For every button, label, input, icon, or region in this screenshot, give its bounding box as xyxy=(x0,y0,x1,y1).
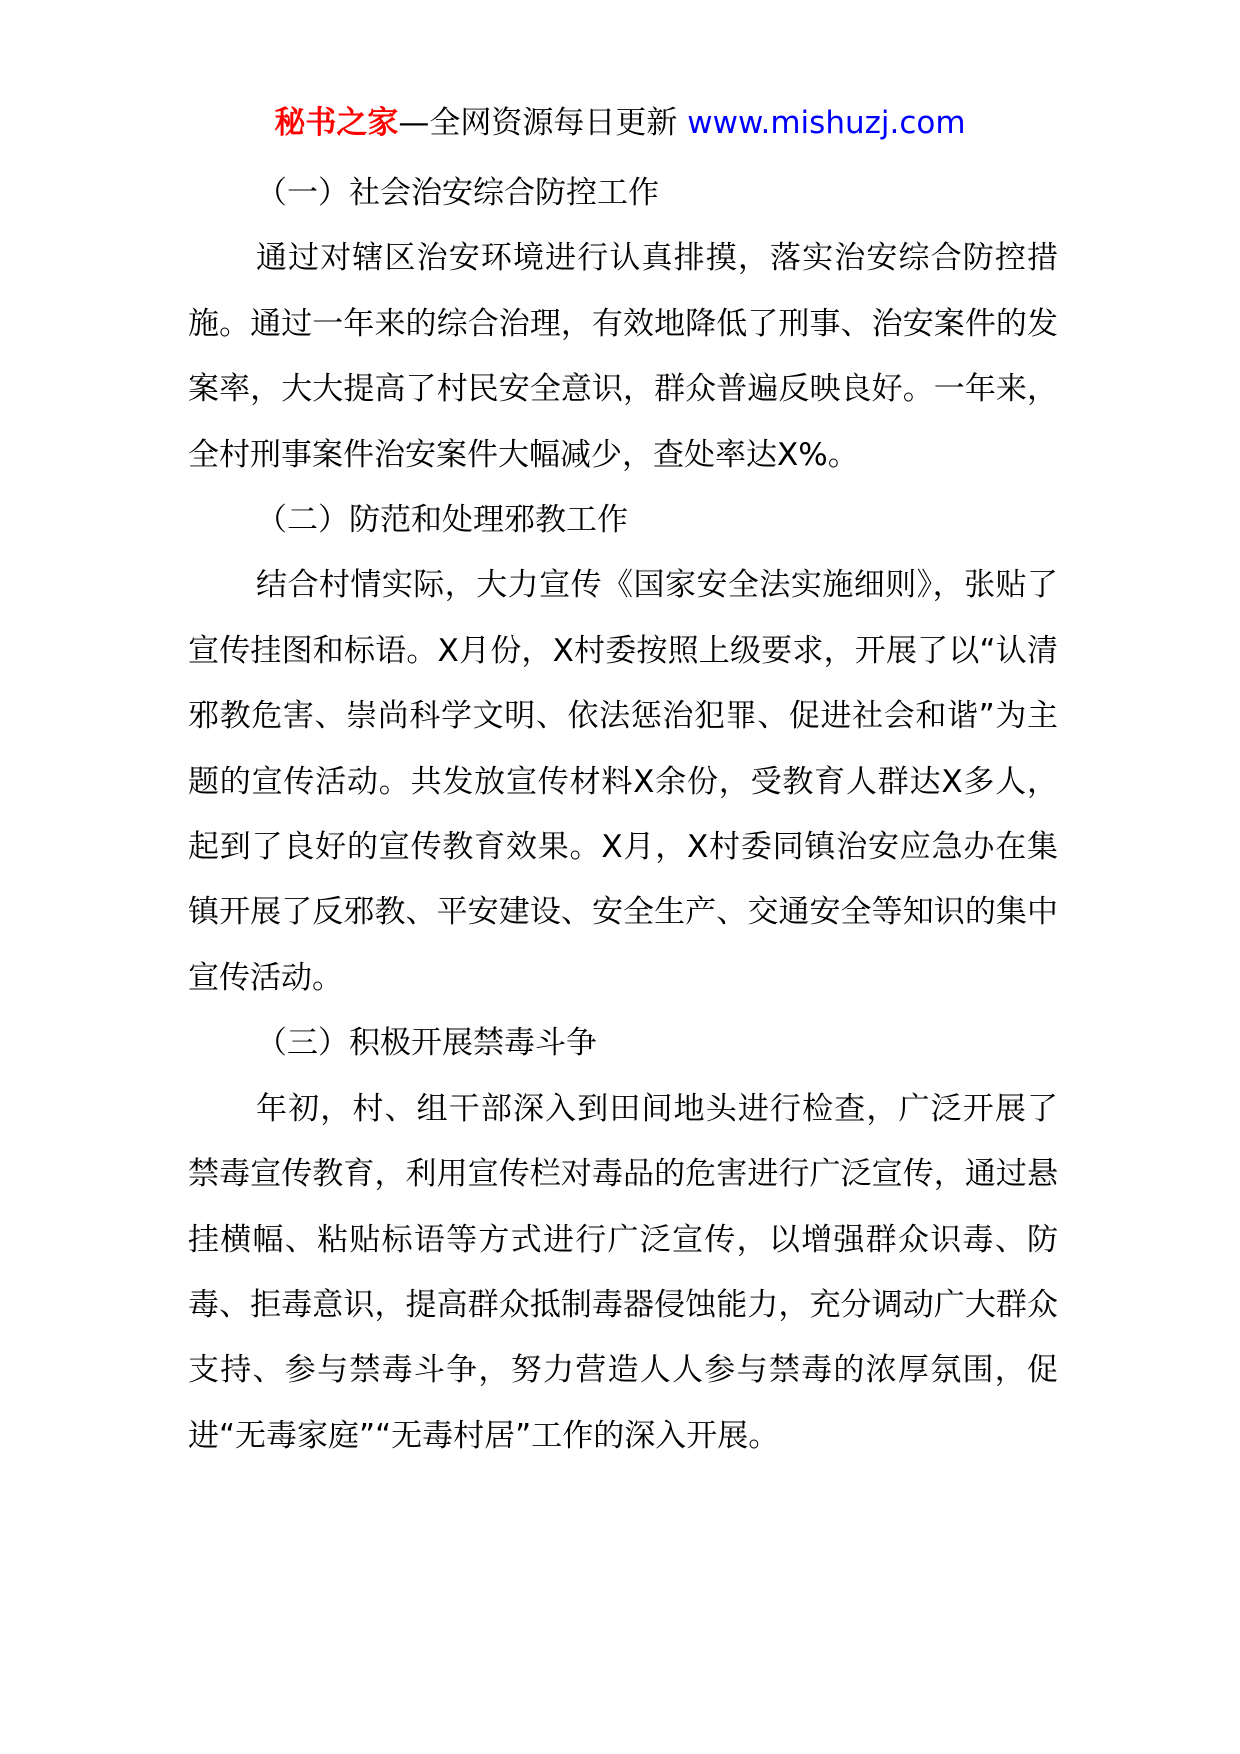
section-paragraph-3: 年初，村、组干部深入到田间地头进行检查，广泛开展了禁毒宣传教育，利用宣传栏对毒品的危害进行广泛宣传，通过悬挂横幅、粘贴标语等方式进行广泛宣传，以增强群众识毒、防毒、拒毒意识，提高群众抵制毒器侵蚀能力，充分调动广大群众支持、参与禁毒斗争，努力营造人人参与禁毒的浓厚氛围，促进“无毒家庭”“无毒村居”工作的深入开展。 xyxy=(188,1090,1058,1454)
brand-name: 秘书之家 xyxy=(274,105,399,141)
document-body xyxy=(188,161,1058,1469)
header-slogan: —全网资源每日更新 xyxy=(398,105,678,141)
section-paragraph-1: 通过对辖区治安环境进行认真排摸，落实治安综合防控措施。通过一年来的综合治理，有效地降低了刑事、治安案件的发案率，大大提高了村民安全意识，群众普遍反映良好。一年来，全村刑事案件治安案件大幅减少，查处率达X%。 xyxy=(188,240,1058,473)
page-header xyxy=(0,100,1240,146)
website-link[interactable]: www.mishuzj.com xyxy=(687,105,966,141)
section-paragraph-2: 结合村情实际，大力宣传《国家安全法实施细则》，张贴了宣传挂图和标语。X月份，X村委按照上级要求，开展了以“认清邪教危害、崇尚科学文明、依法惩治犯罪、促进社会和谐”为主题的宣传活动。共发放宣传材料X余份，受教育人群达X多人，起到了良好的宣传教育效果。X月，X村委同镇治安应急办在集镇开展了反邪教、平安建设、安全生产、交通安全等知识的集中宣传活动。 xyxy=(188,567,1058,996)
section-heading-1: （一）社会治安综合防控工作 xyxy=(256,175,659,211)
section-heading-2: （二）防范和处理邪教工作 xyxy=(256,502,628,539)
section-heading-3: （三）积极开展禁毒斗争 xyxy=(256,1025,597,1062)
